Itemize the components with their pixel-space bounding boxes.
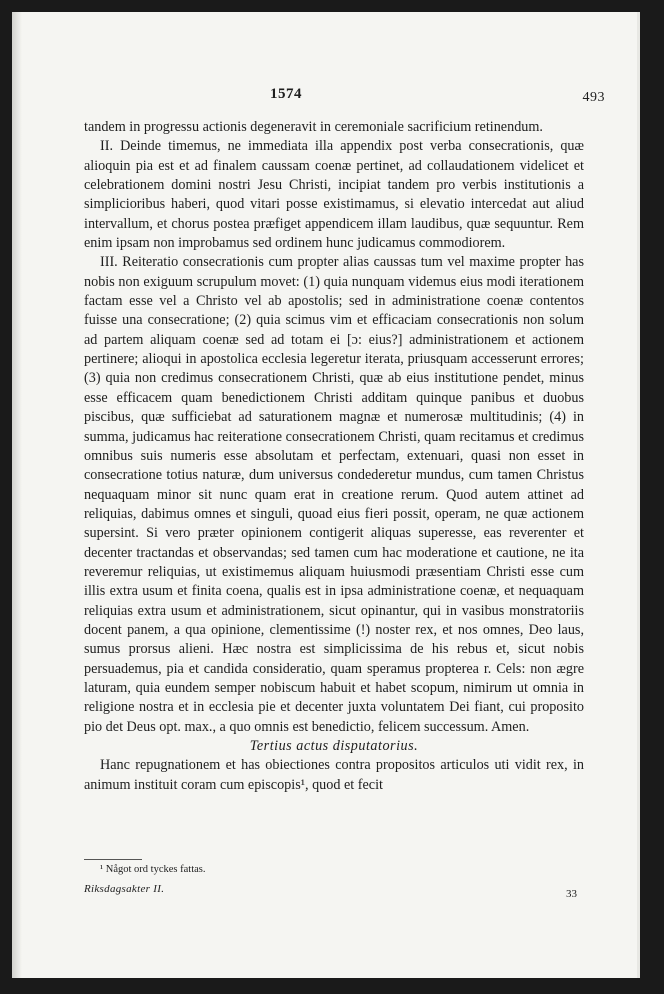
footnote: ¹ Något ord tyckes fattas. (100, 864, 206, 875)
year-header: 1574 (270, 86, 302, 102)
section-title: Tertius actus disputatorius. (249, 738, 419, 754)
signature-mark: 33 (566, 888, 577, 900)
body-text (84, 118, 584, 795)
paragraph: II. Deinde timemus, ne immediata illa appendix post verba consecrationis, quæ alioquin pia est et ad finalem caussam coenæ pertinet, ad collaudationem videlicet et celebrationem domini nostri Jesu Christi, incipiat tandem pro verbis institutionis a simplicioribus haberi, quod vitari posse existimamus, si elevatio intercedat aut aliud intervallum, et chorus postea præfiget appendicem illam laudibus, quæ sequuntur. Rem enim ipsam non improbamus sed ordinem hunc judicamus commodiorem. (84, 138, 584, 252)
paragraph: III. Reiteratio consecrationis cum propter alias caussas tum vel maxime propter has nobis non exiguum scrupulum movet: (1) quia nunquam videmus eius modi iterationem factam esse vel a Christo vel ab apostolis; sed in administratione coenæ contentos fuisse una consecratione; (2) quia scimus vim et efficaciam consecrationis non solum ad partem aliquam coenæ sed ad totam ei [ɔ: eius?] administrationem et actionem pertinere; alioqui in apostolica ecclesia legeretur iterata, priusquam accesserunt errores; (3) quia non credimus consecrationem Christi, quæ ab eius institutione pendet, minus esse efficacem quam benedictionem Christi additam quinque panibus et duobus piscibus, quæ sufficiebat ad saturationem magnæ et numerosæ multitudinis; (4) in summa, judicamus hac reiteratione consecrationem Christi, quam recitamus et credimus omnibus suis numeris esse absolutam et perfectam, extenuari, quasi non esset in consecratione totius naturæ, dum universus condederetur mundus, cum tamen Christus nequaquam minor sit nunc quam erat in creatione rerum. Quod autem attinet ad reliquias, dabimus omnes et singuli, quoad eius fieri possit, operam, ne quæ actionem supersint. Si vero præter opinionem contigerit aliquas superesse, eas reverenter et decenter tractandas et observandas; sed tamen cum hac moderatione et cautione, ne ita reveremur reliquias, ut existimemus aliquam huiusmodi præsentiam Christi esse cum illis extra usum et finita coena, qualis est in ipsa administratione coenæ, et nequaquam reliquias extra usum et administrationem, sicut opinantur, qui in vasibus monstratoriis docent panem, a qua opinione, clementissime (!) noster rex, et nos omnes, Deo laus, sumus prorsus alieni. Hæc nostra est simplicissima de his rebus et, sicut nobis persuademus, pia et candida consideratio, quam speramus propterea r. Cels: non ægre laturam, quia eundem semper nobiscum habuit et habet scopum, nimirum ut omnia in religione nostra et in ecclesia pie et decenter juxta voluntatem Dei fiant, cui proposito pio det Deus opt. max., a quo omnis est benedictio, felicem successum. Amen. (84, 254, 584, 735)
paragraph: Hanc repugnationem et has obiectiones contra propositos articulos uti vidit rex, in animum instituit coram cum episcopis¹, quod et fecit (84, 757, 584, 793)
book-page (12, 12, 640, 978)
footnote-divider (84, 859, 142, 860)
paragraph: tandem in progressu actionis degeneravit in ceremoniale sacrificium retinendum. (84, 119, 543, 135)
page-binding-shadow (12, 12, 22, 978)
source-line: Riksdagsakter II. (84, 883, 165, 895)
page-number: 493 (582, 90, 605, 105)
